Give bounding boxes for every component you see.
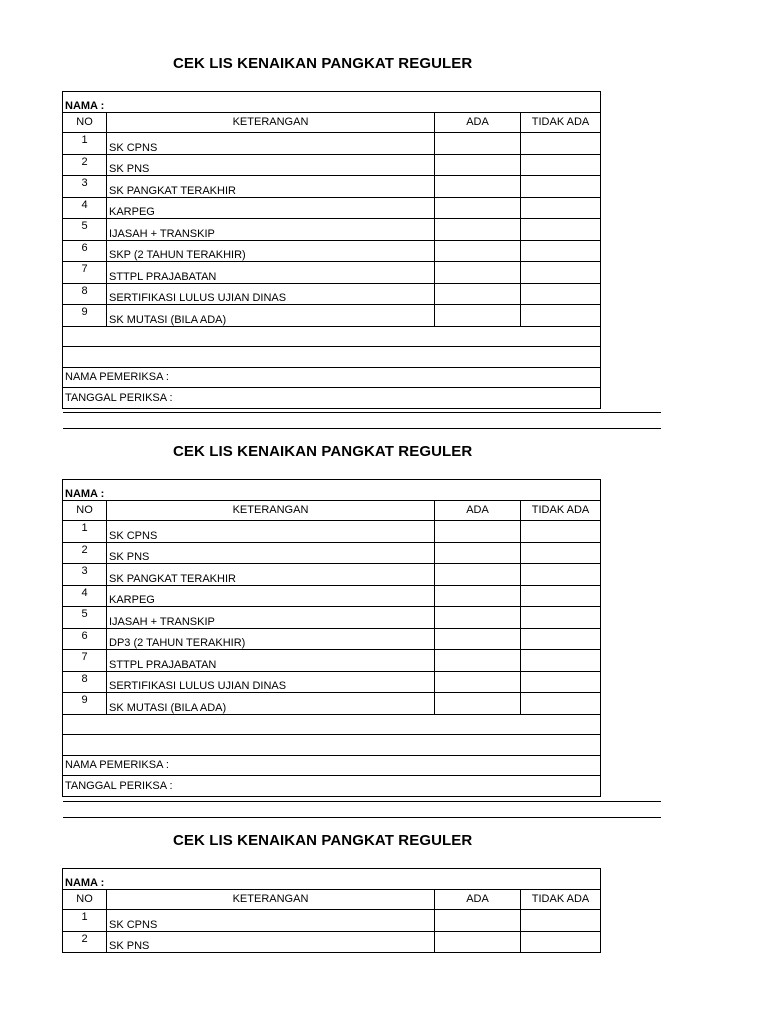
ada-cell[interactable] bbox=[435, 542, 521, 564]
item-number: 7 bbox=[63, 650, 107, 672]
header-ada: ADA bbox=[435, 889, 521, 910]
tidak-ada-cell[interactable] bbox=[521, 262, 601, 284]
table-row bbox=[63, 910, 601, 932]
item-number: 7 bbox=[63, 262, 107, 284]
item-text: SK PNS bbox=[107, 931, 435, 953]
table-row bbox=[63, 607, 601, 629]
blank-row[interactable] bbox=[63, 347, 601, 368]
blank-row[interactable] bbox=[63, 714, 601, 735]
table-row bbox=[63, 564, 601, 586]
item-number: 4 bbox=[63, 197, 107, 219]
table-row bbox=[63, 176, 601, 198]
item-text: SK PNS bbox=[107, 154, 435, 176]
tidak-ada-cell[interactable] bbox=[521, 240, 601, 262]
item-text: SK PNS bbox=[107, 542, 435, 564]
tidak-ada-cell[interactable] bbox=[521, 693, 601, 715]
item-number: 8 bbox=[63, 283, 107, 305]
cut-line bbox=[63, 412, 661, 413]
header-no: NO bbox=[63, 889, 107, 910]
item-text: DP3 (2 TAHUN TERAKHIR) bbox=[107, 628, 435, 650]
header-keterangan: KETERANGAN bbox=[107, 889, 435, 910]
header-tidak-ada: TIDAK ADA bbox=[521, 500, 601, 521]
tidak-ada-cell[interactable] bbox=[521, 521, 601, 543]
header-no: NO bbox=[63, 112, 107, 133]
item-text: STTPL PRAJABATAN bbox=[107, 650, 435, 672]
item-text: SK PANGKAT TERAKHIR bbox=[107, 176, 435, 198]
pemeriksa-field[interactable]: NAMA PEMERIKSA : bbox=[63, 755, 601, 776]
ada-cell[interactable] bbox=[435, 521, 521, 543]
item-text: KARPEG bbox=[107, 585, 435, 607]
item-text: SK CPNS bbox=[107, 133, 435, 155]
item-text: SK PANGKAT TERAKHIR bbox=[107, 564, 435, 586]
table-row bbox=[63, 133, 601, 155]
form-title: CEK LIS KENAIKAN PANGKAT REGULER bbox=[173, 55, 473, 72]
table-row bbox=[63, 262, 601, 284]
item-text: IJASAH + TRANSKIP bbox=[107, 607, 435, 629]
tidak-ada-cell[interactable] bbox=[521, 133, 601, 155]
table-row bbox=[63, 931, 601, 953]
tidak-ada-cell[interactable] bbox=[521, 628, 601, 650]
ada-cell[interactable] bbox=[435, 628, 521, 650]
table-row bbox=[63, 628, 601, 650]
item-number: 2 bbox=[63, 931, 107, 953]
tidak-ada-cell[interactable] bbox=[521, 650, 601, 672]
ada-cell[interactable] bbox=[435, 931, 521, 953]
tidak-ada-cell[interactable] bbox=[521, 931, 601, 953]
item-text: SK CPNS bbox=[107, 521, 435, 543]
item-text: SERTIFIKASI LULUS UJIAN DINAS bbox=[107, 283, 435, 305]
tidak-ada-cell[interactable] bbox=[521, 283, 601, 305]
item-number: 8 bbox=[63, 671, 107, 693]
header-keterangan: KETERANGAN bbox=[107, 500, 435, 521]
ada-cell[interactable] bbox=[435, 197, 521, 219]
item-number: 4 bbox=[63, 585, 107, 607]
item-number: 6 bbox=[63, 628, 107, 650]
table-row bbox=[63, 283, 601, 305]
ada-cell[interactable] bbox=[435, 671, 521, 693]
item-number: 1 bbox=[63, 910, 107, 932]
ada-cell[interactable] bbox=[435, 910, 521, 932]
blank-row[interactable] bbox=[63, 735, 601, 756]
tidak-ada-cell[interactable] bbox=[521, 564, 601, 586]
item-number: 9 bbox=[63, 693, 107, 715]
item-number: 1 bbox=[63, 133, 107, 155]
item-text: SK MUTASI (BILA ADA) bbox=[107, 693, 435, 715]
header-no: NO bbox=[63, 500, 107, 521]
table-row bbox=[63, 671, 601, 693]
cut-line bbox=[63, 428, 661, 429]
header-ada: ADA bbox=[435, 500, 521, 521]
blank-row[interactable] bbox=[63, 326, 601, 347]
ada-cell[interactable] bbox=[435, 219, 521, 241]
item-number: 3 bbox=[63, 176, 107, 198]
item-text: SK MUTASI (BILA ADA) bbox=[107, 305, 435, 327]
tidak-ada-cell[interactable] bbox=[521, 305, 601, 327]
table-row bbox=[63, 650, 601, 672]
ada-cell[interactable] bbox=[435, 176, 521, 198]
ada-cell[interactable] bbox=[435, 283, 521, 305]
table-row bbox=[63, 197, 601, 219]
item-text: IJASAH + TRANSKIP bbox=[107, 219, 435, 241]
table-row bbox=[63, 542, 601, 564]
ada-cell[interactable] bbox=[435, 240, 521, 262]
header-tidak-ada: TIDAK ADA bbox=[521, 889, 601, 910]
item-number: 2 bbox=[63, 154, 107, 176]
item-text: SERTIFIKASI LULUS UJIAN DINAS bbox=[107, 671, 435, 693]
tidak-ada-cell[interactable] bbox=[521, 219, 601, 241]
ada-cell[interactable] bbox=[435, 133, 521, 155]
item-text: SK CPNS bbox=[107, 910, 435, 932]
tanggal-field[interactable]: TANGGAL PERIKSA : bbox=[63, 388, 601, 409]
header-keterangan: KETERANGAN bbox=[107, 112, 435, 133]
ada-cell[interactable] bbox=[435, 693, 521, 715]
ada-cell[interactable] bbox=[435, 564, 521, 586]
ada-cell[interactable] bbox=[435, 154, 521, 176]
item-number: 6 bbox=[63, 240, 107, 262]
tidak-ada-cell[interactable] bbox=[521, 607, 601, 629]
ada-cell[interactable] bbox=[435, 607, 521, 629]
ada-cell[interactable] bbox=[435, 262, 521, 284]
table-row bbox=[63, 305, 601, 327]
pemeriksa-field[interactable]: NAMA PEMERIKSA : bbox=[63, 367, 601, 388]
table-row bbox=[63, 585, 601, 607]
tidak-ada-cell[interactable] bbox=[521, 671, 601, 693]
header-tidak-ada: TIDAK ADA bbox=[521, 112, 601, 133]
item-text: KARPEG bbox=[107, 197, 435, 219]
nama-field[interactable]: NAMA : bbox=[63, 480, 601, 501]
ada-cell[interactable] bbox=[435, 305, 521, 327]
cut-line bbox=[63, 817, 661, 818]
tidak-ada-cell[interactable] bbox=[521, 585, 601, 607]
table-row bbox=[63, 240, 601, 262]
cut-line bbox=[63, 801, 661, 802]
item-number: 1 bbox=[63, 521, 107, 543]
item-text: STTPL PRAJABATAN bbox=[107, 262, 435, 284]
form-title: CEK LIS KENAIKAN PANGKAT REGULER bbox=[173, 832, 473, 849]
table-row bbox=[63, 693, 601, 715]
nama-field[interactable]: NAMA : bbox=[63, 92, 601, 113]
tidak-ada-cell[interactable] bbox=[521, 542, 601, 564]
tidak-ada-cell[interactable] bbox=[521, 197, 601, 219]
tidak-ada-cell[interactable] bbox=[521, 154, 601, 176]
tidak-ada-cell[interactable] bbox=[521, 910, 601, 932]
tanggal-field[interactable]: TANGGAL PERIKSA : bbox=[63, 776, 601, 797]
table-row bbox=[63, 521, 601, 543]
item-number: 5 bbox=[63, 219, 107, 241]
item-number: 5 bbox=[63, 607, 107, 629]
checklist-table bbox=[62, 479, 601, 797]
item-number: 9 bbox=[63, 305, 107, 327]
checklist-table bbox=[62, 868, 601, 953]
table-row bbox=[63, 219, 601, 241]
item-number: 3 bbox=[63, 564, 107, 586]
table-row bbox=[63, 154, 601, 176]
nama-field[interactable]: NAMA : bbox=[63, 869, 601, 890]
header-ada: ADA bbox=[435, 112, 521, 133]
form-title: CEK LIS KENAIKAN PANGKAT REGULER bbox=[173, 443, 473, 460]
checklist-table bbox=[62, 91, 601, 409]
tidak-ada-cell[interactable] bbox=[521, 176, 601, 198]
item-number: 2 bbox=[63, 542, 107, 564]
item-text: SKP (2 TAHUN TERAKHIR) bbox=[107, 240, 435, 262]
ada-cell[interactable] bbox=[435, 650, 521, 672]
ada-cell[interactable] bbox=[435, 585, 521, 607]
